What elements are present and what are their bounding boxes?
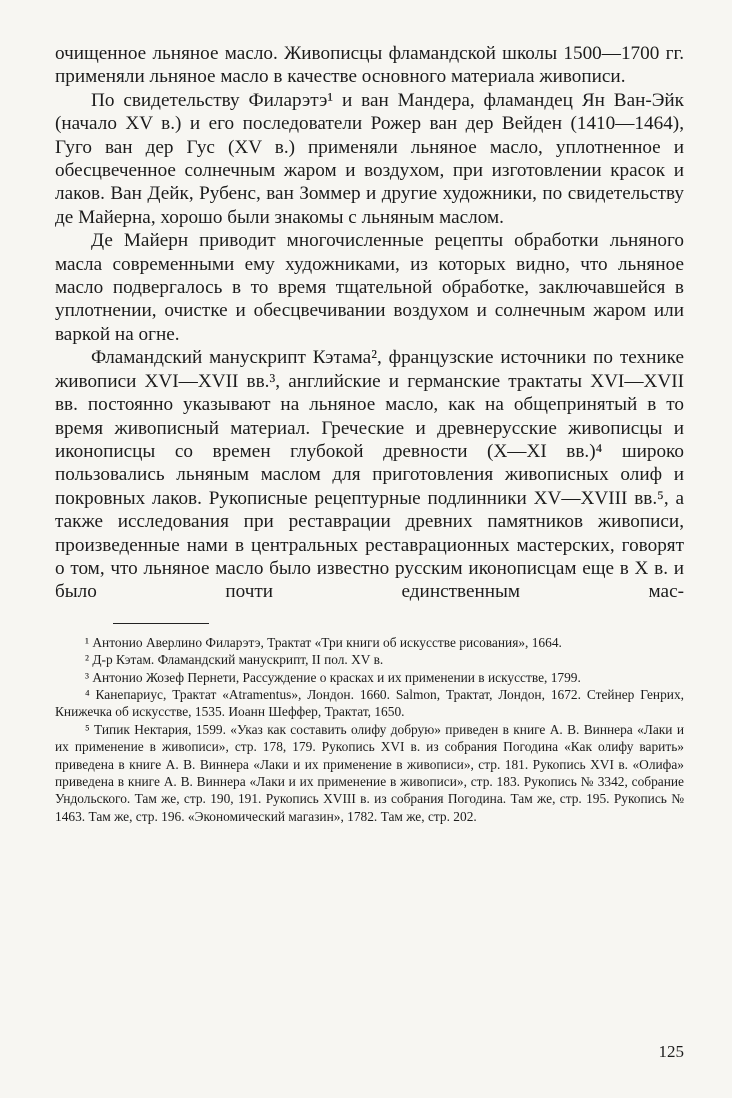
footnote-4: ⁴ Канепариус, Трактат «Atramentus», Лондон. 1660. Salmon, Трактат, Лондон, 1672. Стейнер Генрих, Книжечка об искусстве, 1535. Иоанн Шеффер, Трактат, 1650.	[55, 686, 684, 720]
footnote-2: ² Д-р Кэтам. Фламандский манускрипт, II пол. XV в.	[85, 652, 384, 668]
paragraph-3: Де Майерн приводит многочисленные рецепты обработки льняного масла современными ему художниками, из которых видно, что льняное масло подвергалось в то время тщательной обработке, заключавшейся в уплотнении, очистке и обесцвечивании воздухом и солнечным жаром или варкой на огне.	[55, 230, 684, 345]
paragraph-2: По свидетельству Филарэтэ¹ и ван Мандера, фламандец Ян Ван-Эйк (начало XV в.) и его последователи Рожер ван дер Вейден (1410—1464), Гуго ван дер Гус (XV в.) применяли льняное масло, уплотненное и обесцвеченное солнечным жаром и воздухом, при изготовлении красок и лаков. Ван Дейк, Рубенс, ван Зоммер и другие художники, по свидетельству де Майерна, хорошо были знакомы с льняным маслом.	[55, 89, 684, 228]
footnote-1: ¹ Антонио Аверлино Филарэтэ, Трактат «Три книги об искусстве рисования», 1664.	[85, 634, 562, 650]
paragraph-1: очищенное льняное масло. Живописцы фламандской школы 1500—1700 гг. применяли льняное масло в качестве основного материала живописи.	[55, 43, 684, 88]
main-text	[55, 42, 684, 604]
footnote-3: ³ Антонио Жозеф Пернети, Рассуждение о красках и их применении в искусстве, 1799.	[85, 669, 581, 685]
footnote-separator	[113, 623, 209, 624]
paragraph-4: Фламандский манускрипт Кэтама², французские источники по технике живописи XVI—XVII вв.³, английские и германские трактаты XVI—XVII вв. постоянно указывают на льняное масло, как на общепринятый в то время живописный материал. Греческие и древнерусские живописцы и иконописцы со времен глубокой древности (X—XI вв.)⁴ широко пользовались льняным маслом для приготовления живописных олиф и покровных лаков. Рукописные рецептурные подлинники XV—XVIII вв.⁵, а также исследования при реставрации древних памятников живописи, произведенные нами в центральных реставрационных мастерских, говорят о том, что льняное масло было известно русским иконописцам еще в X в. и было почти единственным мас-	[55, 347, 684, 603]
page-number: 125	[658, 1042, 684, 1061]
footnote-5: ⁵ Типик Нектария, 1599. «Указ как составить олифу добрую» приведен в книге А. В. Виннера «Лаки и их применение в живописи», стр. 178, 179. Рукопись XVI в. из собрания Погодина «Как олифу варить» приведена в книге А. В. Виннера «Лаки и их применение в живописи», стр. 181. Рукопись XVI в. «Олифа» приведена в книге А. В. Виннера «Лаки и их применение в живописи», стр. 183. Рукопись № 3342, собрание Ундольского. Там же, стр. 190, 191. Рукопись XVIII в. из собрания Погодина. Там же, стр. 195. Рукопись № 1463. Там же, стр. 196. «Экономический магазин», 1782. Там же, стр. 202.	[55, 721, 684, 824]
footnotes	[55, 634, 684, 825]
